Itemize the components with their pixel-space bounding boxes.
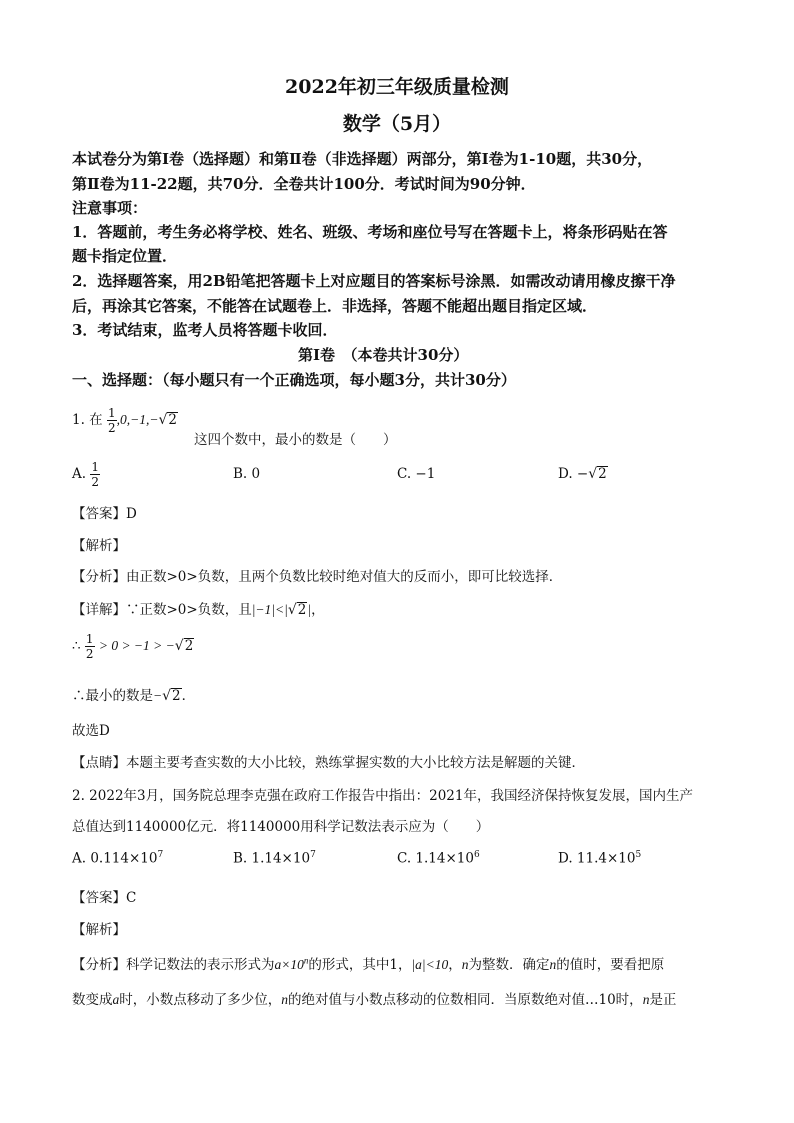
q1-dianjing: 【点睛】本题主要考查实数的大小比较，熟练掌握实数的大小比较方法是解题的关键．: [72, 755, 585, 771]
q1-prefix: 1. 在: [72, 412, 103, 428]
sqrt-icon: √: [287, 602, 297, 618]
notice-1b: 题卡指定位置．: [72, 247, 178, 265]
notice-2b: 后，再涂其它答案，不能答在试题卷上．非选择，答题不能超出题目指定区域．: [72, 297, 598, 315]
section-1-title: 一、选择题：（每小题只有一个正确选项，每小题3分，共计30分）: [72, 371, 516, 389]
q1-fenxi: 【分析】由正数>0>负数，且两个负数比较时绝对值大的反而小，即可比较选择．: [72, 569, 563, 585]
q1-list: ,0,−1,−: [116, 412, 159, 427]
q1-step-1: ∴ $\frac{1}{2}$ > 0 > −1 > −√2: [72, 632, 194, 661]
q1-option-b[interactable]: B. 0: [233, 466, 261, 482]
notice-title: 注意事项：: [72, 199, 148, 217]
question-1-stem: [72, 406, 178, 435]
q1-option-a[interactable]: A. $\frac{1}{2}$: [72, 460, 99, 489]
q2-option-d[interactable]: D. $11.4\times 10^5$: [558, 850, 642, 867]
exam-title: 2022年初三年级质量检测: [285, 76, 509, 98]
q1-step-1-fraction: $\frac{1}{2}$: [85, 632, 94, 661]
q1-question-text: 这四个数中，最小的数是（ ）: [194, 432, 397, 448]
q1-analysis-head: 【解析】: [72, 538, 126, 554]
q1-answer: 【答案】D: [72, 506, 137, 522]
q1-choose: 故选D: [72, 723, 110, 739]
q2-option-c[interactable]: C. $1.14\times 10^6$: [397, 850, 480, 867]
intro-line-1: 本试卷分为第Ⅰ卷（选择题）和第Ⅱ卷（非选择题）两部分，第Ⅰ卷为1-10题，共30分，: [72, 150, 653, 168]
intro-line-2: 第Ⅱ卷为11-22题，共70分．全卷共计100分．考试时间为90分钟．: [72, 175, 536, 193]
q2-option-b[interactable]: B. $1.14\times 10^7$: [233, 850, 316, 867]
q1-option-a-fraction: $\frac{1}{2}$: [91, 460, 99, 489]
part1-title: 第Ⅰ卷 （本卷共计30分）: [298, 346, 469, 364]
sqrt-icon: √: [158, 412, 168, 428]
sqrt-icon: √: [174, 638, 184, 654]
q1-step-2: ∴最小的数是−√2．: [72, 688, 196, 704]
q1-option-c[interactable]: C. −1: [397, 466, 436, 482]
question-2-line-1: 2. 2022年3月，国务院总理李克强在政府工作报告中指出：2021年，我国经济保持恢复发展，国内生产: [72, 788, 693, 804]
q1-fraction: $\frac{1}{2}$: [107, 406, 116, 435]
q2-option-a[interactable]: A. $0.114\times 10^7$: [72, 850, 164, 867]
q1-xiangjie: 【详解】∵正数>0>负数，且|−1|<|√2|，: [72, 602, 325, 618]
q1-radicand: 2: [168, 412, 177, 428]
sqrt-icon: √: [162, 688, 172, 704]
q2-fenxi-line-1: 【分析】科学记数法的表示形式为$a\times 10^n$的形式，其中1，|a|<10，n为整数．确定n的值时，要看把原: [72, 955, 665, 973]
exam-subtitle: 数学（5月）: [342, 113, 452, 135]
notice-1a: 1．答题前，考生务必将学校、姓名、班级、考场和座位号写在答题卡上，将条形码贴在答: [72, 223, 668, 241]
q2-analysis-head: 【解析】: [72, 922, 126, 938]
q1-option-d[interactable]: D. −√2: [558, 466, 607, 482]
sqrt-icon: √: [588, 466, 598, 482]
q2-answer: 【答案】C: [72, 890, 137, 906]
notice-2a: 2．选择题答案，用2B铅笔把答题卡上对应题目的答案标号涂黑．如需改动请用橡皮擦干净: [72, 272, 676, 290]
question-2-line-2: 总值达到1140000亿元．将1140000用科学记数法表示应为（ ）: [72, 819, 490, 835]
q2-fenxi-line-2: 数变成a时，小数点移动了多少位，n的绝对值与小数点移动的位数相同．当原数绝对值…10时，n是正: [72, 992, 677, 1008]
notice-3: 3．考试结束，监考人员将答题卡收回．: [72, 321, 338, 339]
